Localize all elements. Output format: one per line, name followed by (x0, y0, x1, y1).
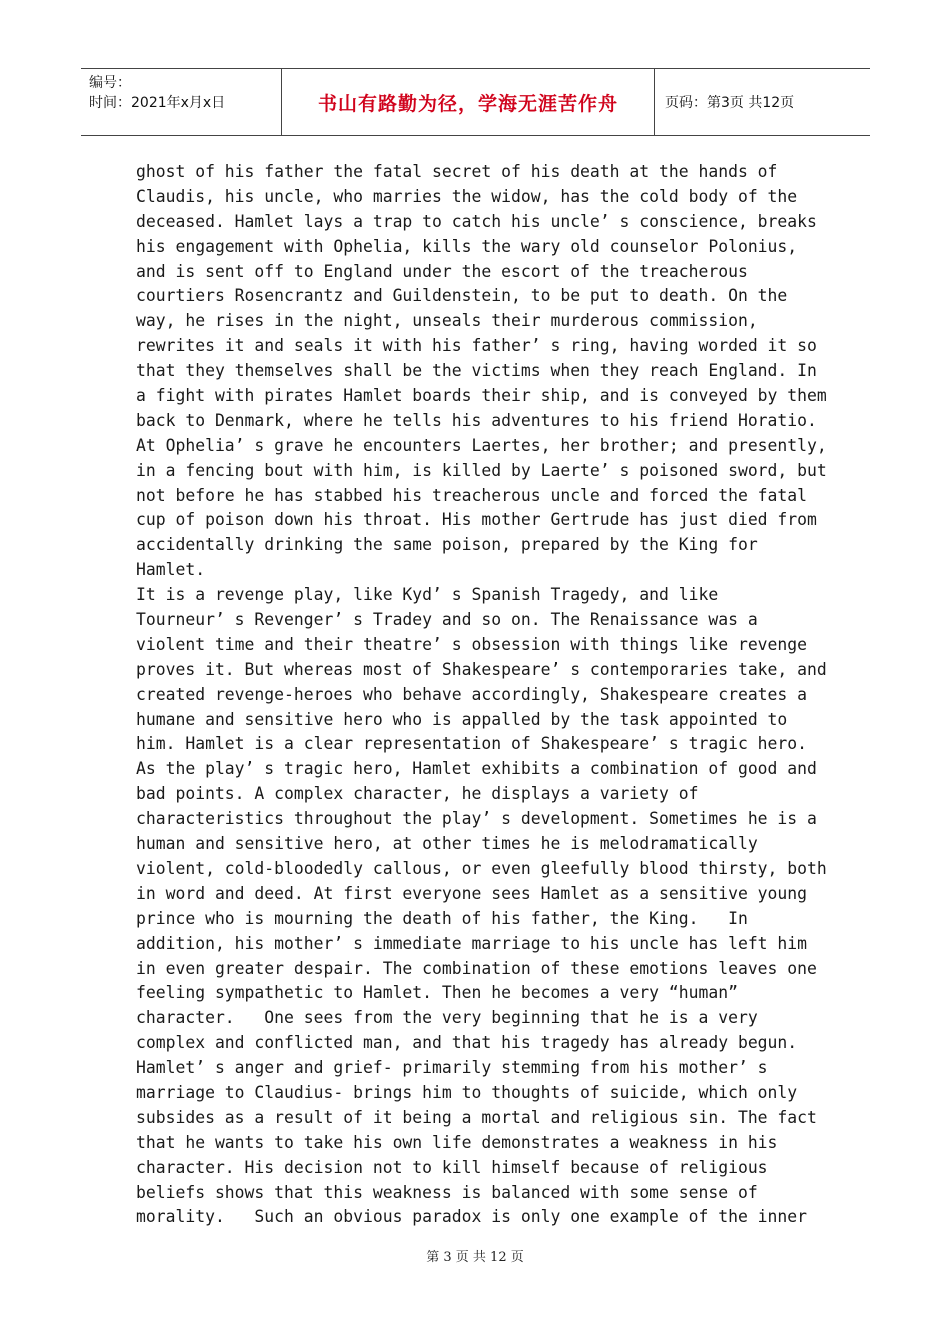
motto-text: 书山有路勤为径，学海无涯苦作舟 (317, 92, 618, 115)
header-motto-cell (282, 69, 655, 135)
body-line: rewrites it and seals it with his father’ s ring, having worded it so (136, 336, 817, 356)
body-line: not before he has stabbed his treacherous uncle and forced the fatal (136, 485, 808, 505)
body-line: deceased. Hamlet lays a trap to catch his uncle’ s conscience, breaks (136, 211, 817, 231)
body-line: character. One sees from the very beginning that he is a very (136, 1008, 758, 1028)
body-line: ghost of his father the fatal secret of his death at the hands of (136, 162, 778, 181)
body-line: back to Denmark, where he tells his adventures to his friend Horatio. (136, 410, 817, 430)
body-line: subsides as a result of it being a mortal and religious sin. The fact (136, 1107, 817, 1127)
body-line: At Ophelia’ s grave he encounters Laertes, her brother; and presently, (136, 435, 827, 455)
body-line: marriage to Claudius- brings him to thoughts of suicide, which only (136, 1082, 798, 1102)
body-line: It is a revenge play, like Kyd’ s Spanish Tragedy, and like (136, 585, 719, 605)
body-line: feeling sympathetic to Hamlet. Then he becomes a very “human” (136, 983, 738, 1003)
body-line: in word and deed. At first everyone sees Hamlet as a sensitive young (136, 883, 808, 903)
body-line: humane and sensitive hero who is appalled by the task appointed to (136, 709, 788, 729)
body-line: Tourneur’ s Revenger’ s Tradey and so on. The Renaissance was a (136, 610, 758, 630)
body-line: addition, his mother’ s immediate marriage to his uncle has left him (136, 933, 808, 953)
page-footer (0, 1246, 950, 1265)
body-line: created revenge-heroes who behave accordingly, Shakespeare creates a (136, 684, 808, 704)
header-info-cell (81, 69, 282, 135)
date-label: 时间：2021年x月x日 (89, 95, 226, 111)
body-line: proves it. But whereas most of Shakespeare’ s contemporaries take, and (136, 659, 827, 679)
body-line: him. Hamlet is a clear representation of Shakespeare’ s tragic hero. (136, 734, 808, 754)
header-page-cell (655, 69, 870, 135)
body-line: bad points. A complex character, he displays a variety of (136, 784, 699, 804)
body-line: accidentally drinking the same poison, prepared by the King for (136, 535, 758, 555)
footer-page-number: 第 3 页 共 12 页 (426, 1250, 524, 1265)
body-line: violent, cold-bloodedly callous, or even gleefully blood thirsty, both (136, 858, 827, 878)
body-line: character. His decision not to kill himself because of religious (136, 1157, 768, 1177)
body-line: As the play’ s tragic hero, Hamlet exhibits a combination of good and (136, 759, 817, 779)
document-body (136, 160, 826, 1230)
body-line: in a fencing bout with him, is killed by Laerte’ s poisoned sword, but (136, 460, 827, 480)
body-line: Hamlet. (136, 560, 206, 580)
body-line: beliefs shows that this weakness is balanced with some sense of (136, 1182, 758, 1202)
page-info: 页码：第3页 共12页 (665, 95, 795, 111)
page-header (81, 68, 870, 136)
body-line: his engagement with Ophelia, kills the wary old counselor Polonius, (136, 236, 798, 256)
body-line: complex and conflicted man, and that his tragedy has already begun. (136, 1033, 798, 1053)
body-line: that he wants to take his own life demonstrates a weakness in his (136, 1132, 778, 1152)
body-line: Hamlet’ s anger and grief- primarily stemming from his mother’ s (136, 1058, 768, 1078)
body-line: morality. Such an obvious paradox is only one example of the inner (136, 1207, 808, 1227)
body-line: way, he rises in the night, unseals their murderous commission, (136, 311, 758, 331)
body-line: violent time and their theatre’ s obsession with things like revenge (136, 634, 808, 654)
body-line: characteristics throughout the play’ s development. Sometimes he is a (136, 809, 817, 829)
number-label: 编号： (89, 75, 131, 91)
body-line: Claudis, his uncle, who marries the widow, has the cold body of the (136, 186, 798, 206)
body-line: courtiers Rosencrantz and Guildenstein, to be put to death. On the (136, 286, 788, 306)
body-line: a fight with pirates Hamlet boards their ship, and is conveyed by them (136, 386, 827, 406)
body-line: and is sent off to England under the escort of the treacherous (136, 261, 748, 281)
body-line: in even greater despair. The combination of these emotions leaves one (136, 958, 817, 978)
body-line: that they themselves shall be the victims when they reach England. In (136, 361, 817, 381)
body-line: prince who is mourning the death of his father, the King. In (136, 908, 748, 928)
body-line: human and sensitive hero, at other times he is melodramatically (136, 834, 758, 854)
body-line: cup of poison down his throat. His mother Gertrude has just died from (136, 510, 817, 530)
